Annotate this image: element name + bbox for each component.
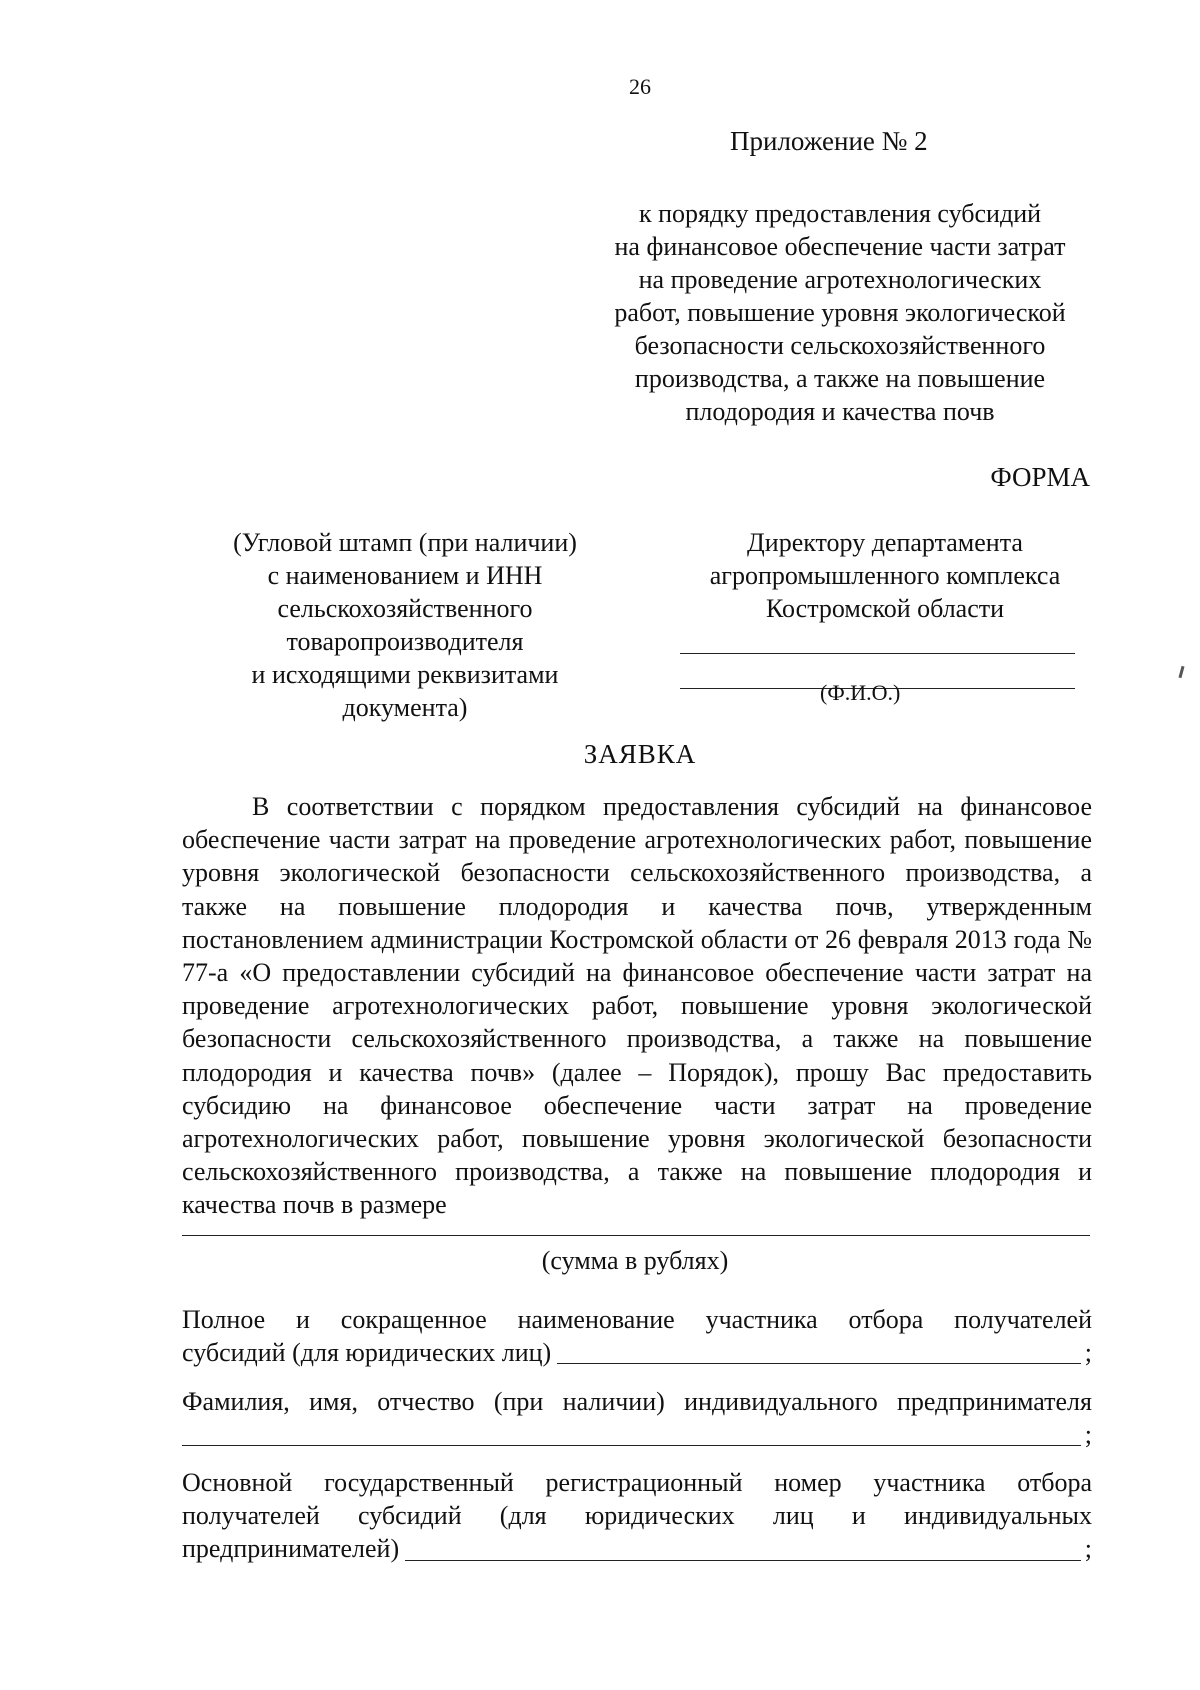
amount-fill-line[interactable]: [182, 1235, 1090, 1236]
field-entrepreneur-label: Фамилия, имя, отчество (при наличии) индивидуального предпринимателя: [182, 1387, 1092, 1416]
appendix-title: Приложение № 2: [730, 126, 928, 156]
body-paragraph: В соответствии с порядком предоставления субсидий на финансовое обеспечение части затрат на проведение агротехнологических работ, повышение уровня экологической безопасности сельскохозяйственного производства, а также на повышение плодородия и качества почв, утвержденным постановлением администрации Костромской области от 26 февраля 2013 года № 77-а «О предоставлении субсидий на финансовое обеспечение части затрат на проведение агротехнологических работ, повышение уровня экологической безопасности сельскохозяйственного производства, а также на повышение плодородия и качества почв» (далее – Порядок), прошу Вас предоставить субсидию на финансовое обеспечение части затрат на проведение агротехнологических работ, повышение уровня экологической безопасности сельскохозяйственного производства, а также на повышение плодородия и качества почв в размере: [182, 792, 1092, 1220]
appendix-subtitle-line: работ, повышение уровня экологической: [614, 298, 1066, 327]
appendix-subtitle-line: к порядку предоставления субсидий: [638, 199, 1042, 228]
fio-caption: (Ф.И.О.): [820, 680, 901, 705]
addressee-block: [650, 526, 1120, 625]
legal-name-fill-line[interactable]: [557, 1339, 1081, 1364]
appendix-subtitle-line: на финансовое обеспечение части затрат: [614, 232, 1066, 261]
field-legal-name-label-line1: Полное и сокращенное наименование участника отбора получателей: [182, 1305, 1092, 1334]
legal-name-terminator: ;: [1084, 1338, 1092, 1368]
addressee-line: Костромской области: [765, 594, 1005, 623]
entrepreneur-fill-line[interactable]: [182, 1421, 1081, 1446]
addressee-line: агропромышленного комплекса: [709, 561, 1061, 590]
field-legal-name-label-line2: субсидий (для юридических лиц): [182, 1338, 552, 1368]
addressee-line: Директору департамента: [747, 528, 1023, 557]
stamp-line: с наименованием и ИНН: [267, 561, 543, 590]
field-legal-name: [182, 1303, 1092, 1369]
stamp-line: (Угловой штамп (при наличии): [233, 528, 577, 557]
addressee-signature-line[interactable]: [680, 653, 1075, 654]
appendix-subtitle-line: производства, а также на повышение: [634, 364, 1046, 393]
page-number: 26: [629, 74, 651, 99]
field-ogrn-label-line3: предпринимателей): [182, 1534, 400, 1564]
field-entrepreneur: [182, 1385, 1092, 1451]
stamp-line: и исходящими реквизитами: [251, 660, 559, 689]
corner-stamp-block: [170, 526, 640, 724]
margin-mark: [1178, 666, 1184, 678]
appendix-subtitle-line: на проведение агротехнологических: [638, 265, 1042, 294]
appendix-subtitle-line: плодородия и качества почв: [685, 397, 995, 426]
field-ogrn-row: [182, 1532, 1092, 1565]
field-legal-name-row: [182, 1336, 1092, 1369]
field-ogrn-label-line2: получателей субсидий (для юридических лиц и индивидуальных: [182, 1501, 1092, 1531]
field-ogrn: [182, 1466, 1092, 1566]
entrepreneur-terminator: ;: [1084, 1420, 1092, 1450]
appendix-subtitle: [560, 197, 1120, 428]
stamp-line: документа): [342, 693, 468, 722]
ogrn-fill-line[interactable]: [405, 1536, 1081, 1561]
ogrn-terminator: ;: [1084, 1534, 1092, 1564]
document-title: ЗАЯВКА: [583, 739, 697, 769]
form-label: ФОРМА: [990, 462, 1090, 492]
stamp-line: товаропроизводителя: [286, 627, 524, 656]
field-entrepreneur-row: [182, 1418, 1092, 1451]
field-ogrn-label-line1: Основной государственный регистрационный номер участника отбора: [182, 1468, 1092, 1497]
amount-caption: (сумма в рублях): [541, 1246, 729, 1275]
appendix-subtitle-line: безопасности сельскохозяйственного: [634, 331, 1046, 360]
stamp-line: сельскохозяйственного: [277, 594, 533, 623]
